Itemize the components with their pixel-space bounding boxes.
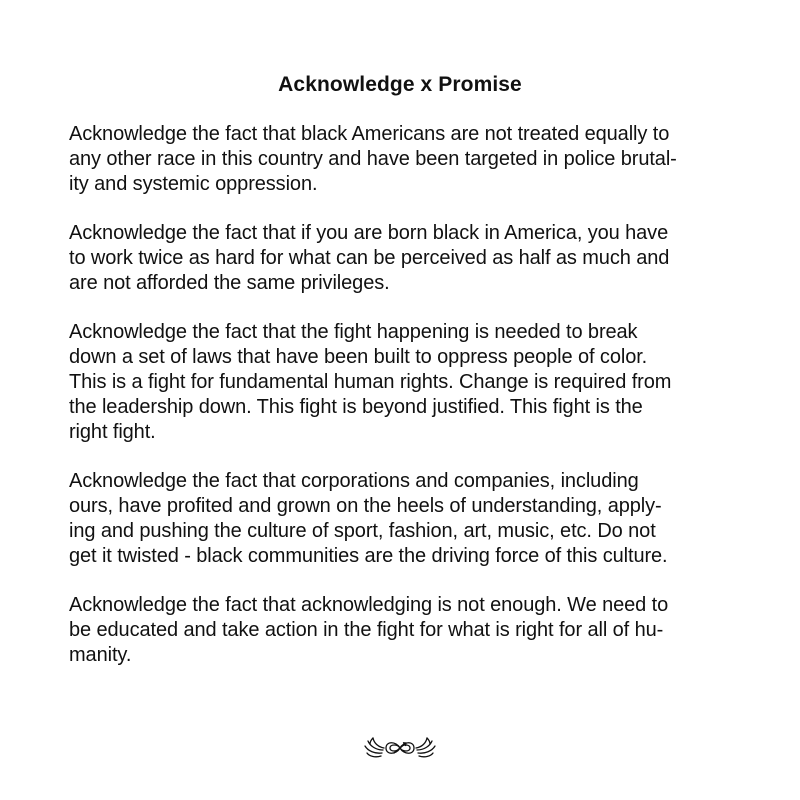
paragraph-3 — [69, 320, 739, 445]
statement-body — [69, 122, 739, 692]
paragraph-line: be educated and take action in the fight for what is right for all of hu- — [69, 619, 664, 641]
paragraph-line: get it twisted - black communities are the driving force of this culture. — [69, 545, 668, 567]
paragraph-1 — [69, 122, 739, 197]
paragraph-line: This is a fight for fundamental human rights. Change is required from — [69, 371, 672, 393]
paragraph-line: are not afforded the same privileges. — [69, 272, 390, 294]
paragraph-line: Acknowledge the fact that corporations and companies, including — [69, 470, 639, 492]
paragraph-4 — [69, 469, 739, 569]
paragraph-line: Acknowledge the fact that the fight happening is needed to break — [69, 321, 638, 343]
paragraph-line: the leadership down. This fight is beyond justified. This fight is the — [69, 396, 643, 418]
paragraph-line: down a set of laws that have been built to oppress people of color. — [69, 346, 648, 368]
winged-infinity-logo-icon — [358, 730, 442, 766]
paragraph-5 — [69, 593, 739, 668]
paragraph-line: Acknowledge the fact that if you are born black in America, you have — [69, 222, 669, 244]
paragraph-line: ing and pushing the culture of sport, fashion, art, music, etc. Do not — [69, 520, 656, 542]
paragraph-line: Acknowledge the fact that black Americans are not treated equally to — [69, 123, 670, 145]
page-title: Acknowledge x Promise — [278, 73, 522, 96]
paragraph-line: manity. — [69, 644, 132, 666]
paragraph-line: ity and systemic oppression. — [69, 173, 318, 195]
paragraph-line: right fight. — [69, 421, 156, 443]
paragraph-line: any other race in this country and have been targeted in police brutal- — [69, 148, 677, 170]
paragraph-line: ours, have profited and grown on the heels of understanding, apply- — [69, 495, 662, 517]
paragraph-line: to work twice as hard for what can be perceived as half as much and — [69, 247, 670, 269]
paragraph-2 — [69, 221, 739, 296]
paragraph-line: Acknowledge the fact that acknowledging is not enough. We need to — [69, 594, 669, 616]
